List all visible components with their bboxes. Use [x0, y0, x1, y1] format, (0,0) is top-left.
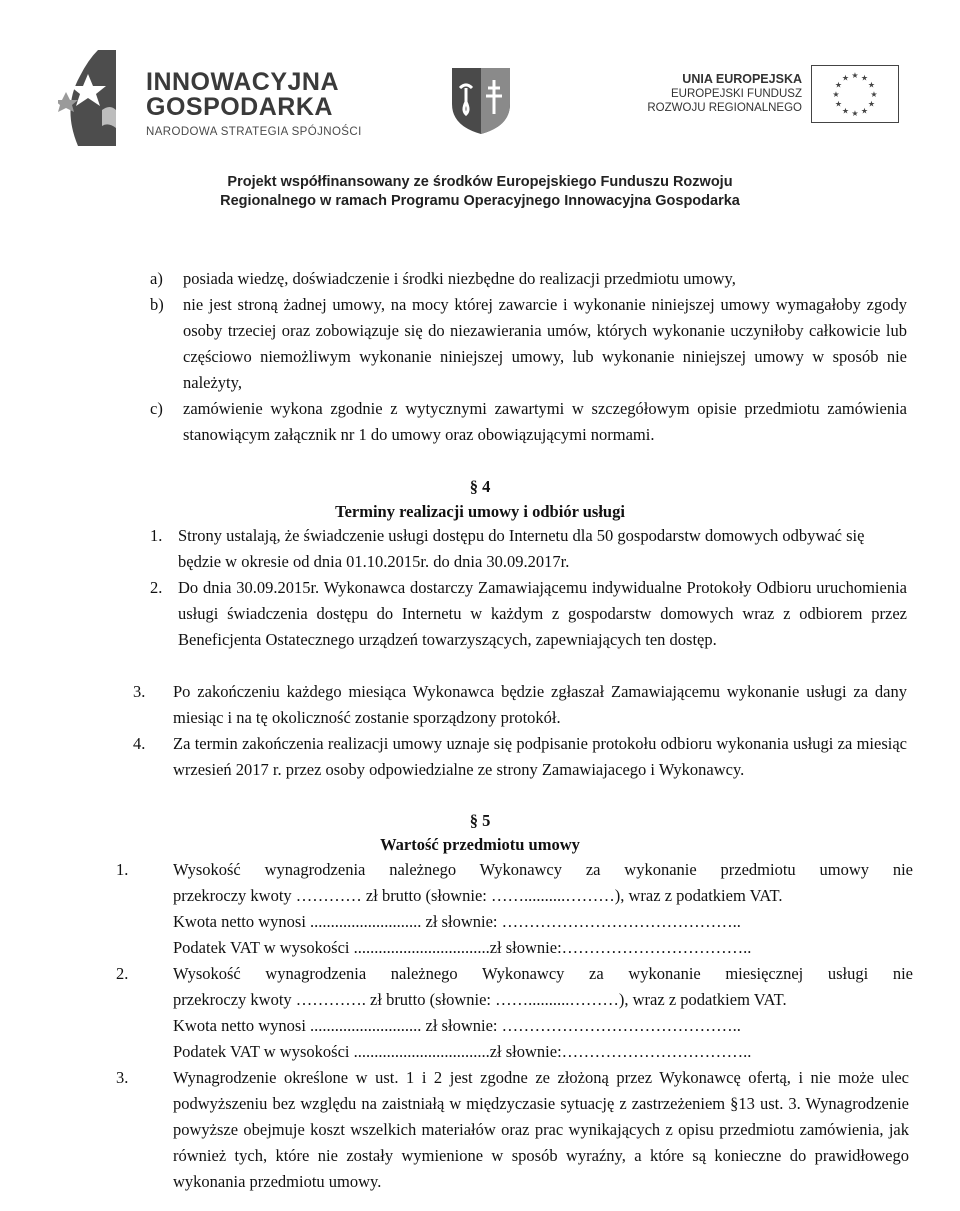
amount-line-1: Wysokość wynagrodzenia należnego Wykonawcy za wykonanie przedmiotu umowy nie	[173, 860, 913, 879]
svg-text:★: ★	[867, 99, 876, 109]
list-item-text: Strony ustalają, że świadczenie usługi dostępu do Internetu dla 50 gospodarstw domowych odbywać się będzie w okresie od dnia 01.10.2015r. do dnia 30.09.2017r.	[178, 526, 865, 571]
amount-line-1: Wysokość wynagrodzenia należnego Wykonawcy za wykonanie miesięcznej usługi nie	[173, 964, 913, 983]
svg-text:★: ★	[834, 80, 843, 90]
list-item-text: Po zakończeniu każdego miesiąca Wykonawca będzie zgłaszał Zamawiającemu wykonanie usługi za dany miesiąc i na tę okoliczność zostanie sporządzony protokół.	[173, 682, 907, 727]
coat-of-arms-icon	[450, 66, 512, 136]
innowacyjna-gospodarka-logo	[58, 48, 368, 148]
logo-line-innowacyjna: INNOWACYJNA	[146, 68, 340, 96]
svg-text:★: ★	[867, 80, 876, 90]
list-item-text	[173, 857, 913, 961]
amount-line-2: przekroczy kwoty ………… zł brutto (słownie: ……..........………), wraz z podatkiem VAT.	[173, 886, 783, 905]
svg-text:★: ★	[841, 106, 850, 116]
project-funding-note	[0, 173, 960, 211]
eu-line-3: ROZWOJU REGIONALNEGO	[647, 102, 802, 114]
list-marker: 1.	[116, 860, 129, 879]
svg-text:★: ★	[870, 90, 878, 99]
logo-line-gospodarka: GOSPODARKA	[146, 93, 333, 121]
star-emblem-icon	[58, 48, 144, 148]
eu-flag-icon	[811, 65, 899, 123]
list-item-text: Za termin zakończenia realizacji umowy uznaje się podpisanie protokołu odbioru wykonania usługi za miesiąc wrzesień 2017 r. przez osoby odpowiedzialne ze strony Zamawiajacego i Wykonawcy.	[173, 734, 907, 779]
amount-line-2: przekroczy kwoty …………. zł brutto (słownie: ……..........………), wraz z podatkiem VAT.	[173, 990, 787, 1009]
section-4-number: § 4	[469, 477, 491, 496]
eu-line-2: EUROPEJSKI FUNDUSZ	[671, 88, 802, 100]
amount-line-4: Podatek VAT w wysokości .................................zł słownie:……………………………..	[173, 938, 752, 957]
svg-text:★: ★	[860, 106, 869, 116]
svg-text:★: ★	[860, 73, 869, 83]
section-5-title: Wartość przedmiotu umowy	[380, 835, 580, 854]
svg-text:★: ★	[832, 90, 840, 99]
list-marker: 1.	[150, 526, 163, 545]
list-marker: a)	[150, 269, 163, 288]
project-line-1: Projekt współfinansowany ze środków Europejskiego Funduszu Rozwoju	[227, 174, 733, 190]
eu-fund-text	[630, 72, 802, 115]
list-marker: 4.	[133, 734, 146, 753]
section-4-title: Terminy realizacji umowy i odbiór usługi	[335, 502, 625, 521]
svg-text:★: ★	[834, 99, 843, 109]
eu-line-1: UNIA EUROPEJSKA	[682, 72, 802, 86]
section-5-number: § 5	[469, 811, 491, 830]
amount-line-4: Podatek VAT w wysokości .................................zł słownie:……………………………..	[173, 1042, 752, 1061]
amount-line-3: Kwota netto wynosi ........................... zł słownie: ……………………………………..	[173, 1016, 741, 1035]
list-marker: 2.	[116, 964, 129, 983]
list-item-text: nie jest stroną żadnej umowy, na mocy której zawarcie i wykonanie niniejszej umowy wymagałoby zgody osoby trzeciej oraz zobowiązuje się do niezawierania umów, których wykonanie uczyniłoby całkowicie lub częściowo niemożliwym wykonanie niniejszej umowy, lub wykonanie niniejszej umowy w sposób nie należyty,	[183, 295, 907, 392]
list-item-text: Do dnia 30.09.2015r. Wykonawca dostarczy Zamawiającemu indywidualne Protokoły Odbioru uruchomienia usługi świadczenia dostępu do Internetu w każdym z gospodarstw domowych wraz z odbiorem przez Beneficjenta Ostatecznego urządzeń towarzyszących, zapewniających ten dostęp.	[178, 578, 907, 649]
svg-text:★: ★	[851, 71, 859, 80]
svg-text:★: ★	[841, 73, 850, 83]
list-marker: 2.	[150, 578, 163, 597]
svg-text:★: ★	[851, 109, 859, 118]
list-item-text: Wynagrodzenie określone w ust. 1 i 2 jest zgodne ze złożoną przez Wykonawcę ofertą, i nie może ulec podwyższeniu bez względu na zaistniałą w międzyczasie sytuację z zastrzeżeniem §13 ust. 3. Wynagrodzenie powyższe obejmuje koszt wszelkich materiałów oraz prac wynikających z opisu przedmiotu zamówienia, jak również tych, które nie zostały wymienione w sposób wyraźny, a które są konieczne do prawidłowego wykonania przedmiotu umowy.	[173, 1068, 909, 1191]
list-item-text: posiada wiedzę, doświadczenie i środki niezbędne do realizacji przedmiotu umowy,	[183, 269, 736, 288]
logo-line-strategy: NARODOWA STRATEGIA SPÓJNOŚCI	[146, 126, 362, 138]
list-marker: 3.	[133, 682, 146, 701]
list-marker: b)	[150, 295, 164, 314]
project-line-2: Regionalnego w ramach Programu Operacyjnego Innowacyjna Gospodarka	[220, 193, 740, 209]
amount-line-3: Kwota netto wynosi ........................... zł słownie: ……………………………………..	[173, 912, 741, 931]
list-item-text	[173, 961, 913, 1065]
list-marker: 3.	[116, 1068, 129, 1087]
list-item-text: zamówienie wykona zgodnie z wytycznymi zawartymi w szczegółowym opisie przedmiotu zamówienia stanowiącym załącznik nr 1 do umowy oraz obowiązującymi normami.	[183, 399, 907, 444]
list-marker: c)	[150, 399, 163, 418]
